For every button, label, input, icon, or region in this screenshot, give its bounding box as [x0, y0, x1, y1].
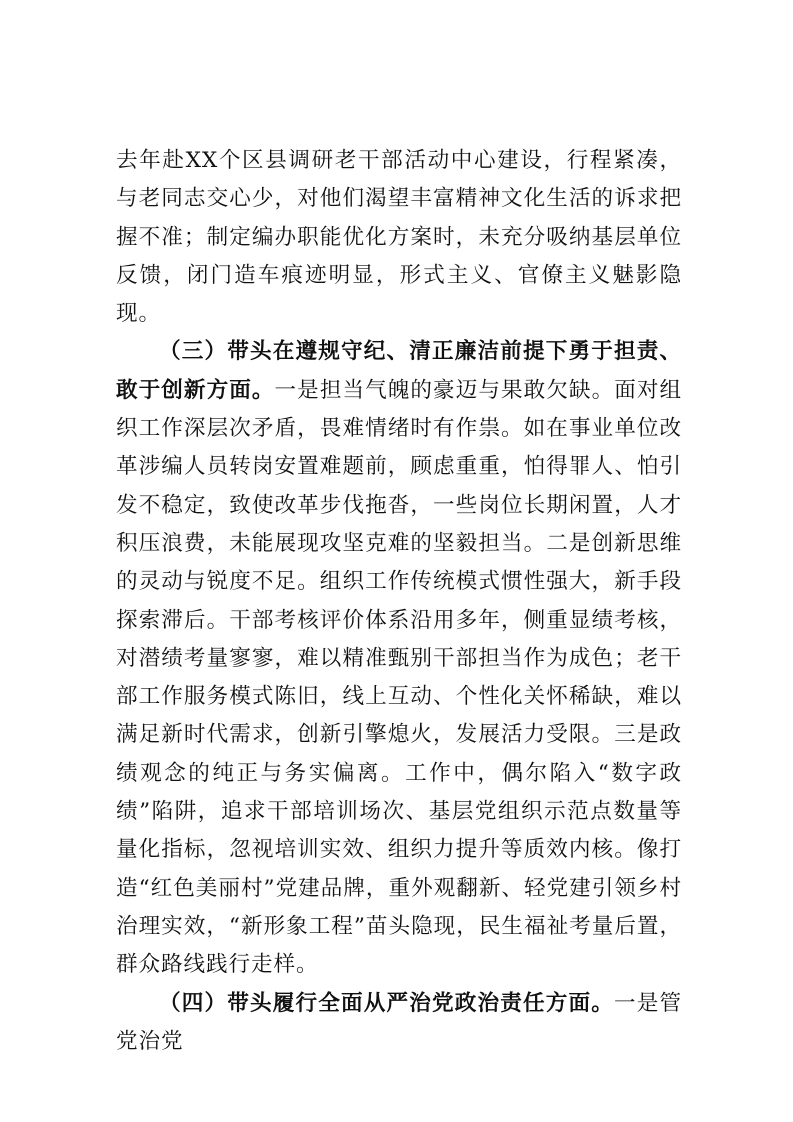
paragraph-section-four — [116, 985, 682, 1062]
document-body — [116, 142, 682, 1061]
paragraph-section-three — [116, 333, 682, 984]
paragraph-text: 去年赴XX个区县调研老干部活动中心建设，行程紧凑，与老同志交心少，对他们渴望丰富精神文化生活的诉求把握不准；制定编办职能优化方案时，未充分吸纳基层单位反馈，闭门造车痕迹明显，形式主义、官僚主义魅影隐现。 — [116, 148, 682, 327]
section-heading: （三）带头在遵规守纪、清正廉洁前提下勇于担责、敢于创新方面。 — [116, 339, 682, 403]
paragraph-text: 一是管党治党 — [116, 990, 682, 1054]
paragraph-continued — [116, 142, 682, 333]
section-heading: （四）带头履行全面从严治党政治责任方面。 — [159, 990, 614, 1016]
paragraph-text: 一是担当气魄的豪迈与果敢欠缺。面对组织工作深层次矛盾，畏难情绪时有作祟。如在事业单位改革涉编人员转岗安置难题前，顾虑重重，怕得罪人、怕引发不稳定，致使改革步伐拖沓，一些岗位长期闲置，人才积压浪费，未能展现攻坚克难的坚毅担当。二是创新思维的灵动与锐度不足。组织工作传统模式惯性强大，新手段探索滞后。干部考核评价体系沿用多年，侧重显绩考核，对潜绩考量寥寥，难以精准甄别干部担当作为成色；老干部工作服务模式陈旧，线上互动、个性化关怀稀缺，难以满足新时代需求，创新引擎熄火，发展活力受限。三是政绩观念的纯正与务实偏离。工作中，偶尔陷入“数字政绩”陷阱，追求干部培训场次、基层党组织示范点数量等量化指标，忽视培训实效、组织力提升等质效内核。像打造“红色美丽村”党建品牌，重外观翻新、轻党建引领乡村治理实效，“新形象工程”苗头隐现，民生福祉考量后置，群众路线践行走样。 — [116, 377, 682, 978]
